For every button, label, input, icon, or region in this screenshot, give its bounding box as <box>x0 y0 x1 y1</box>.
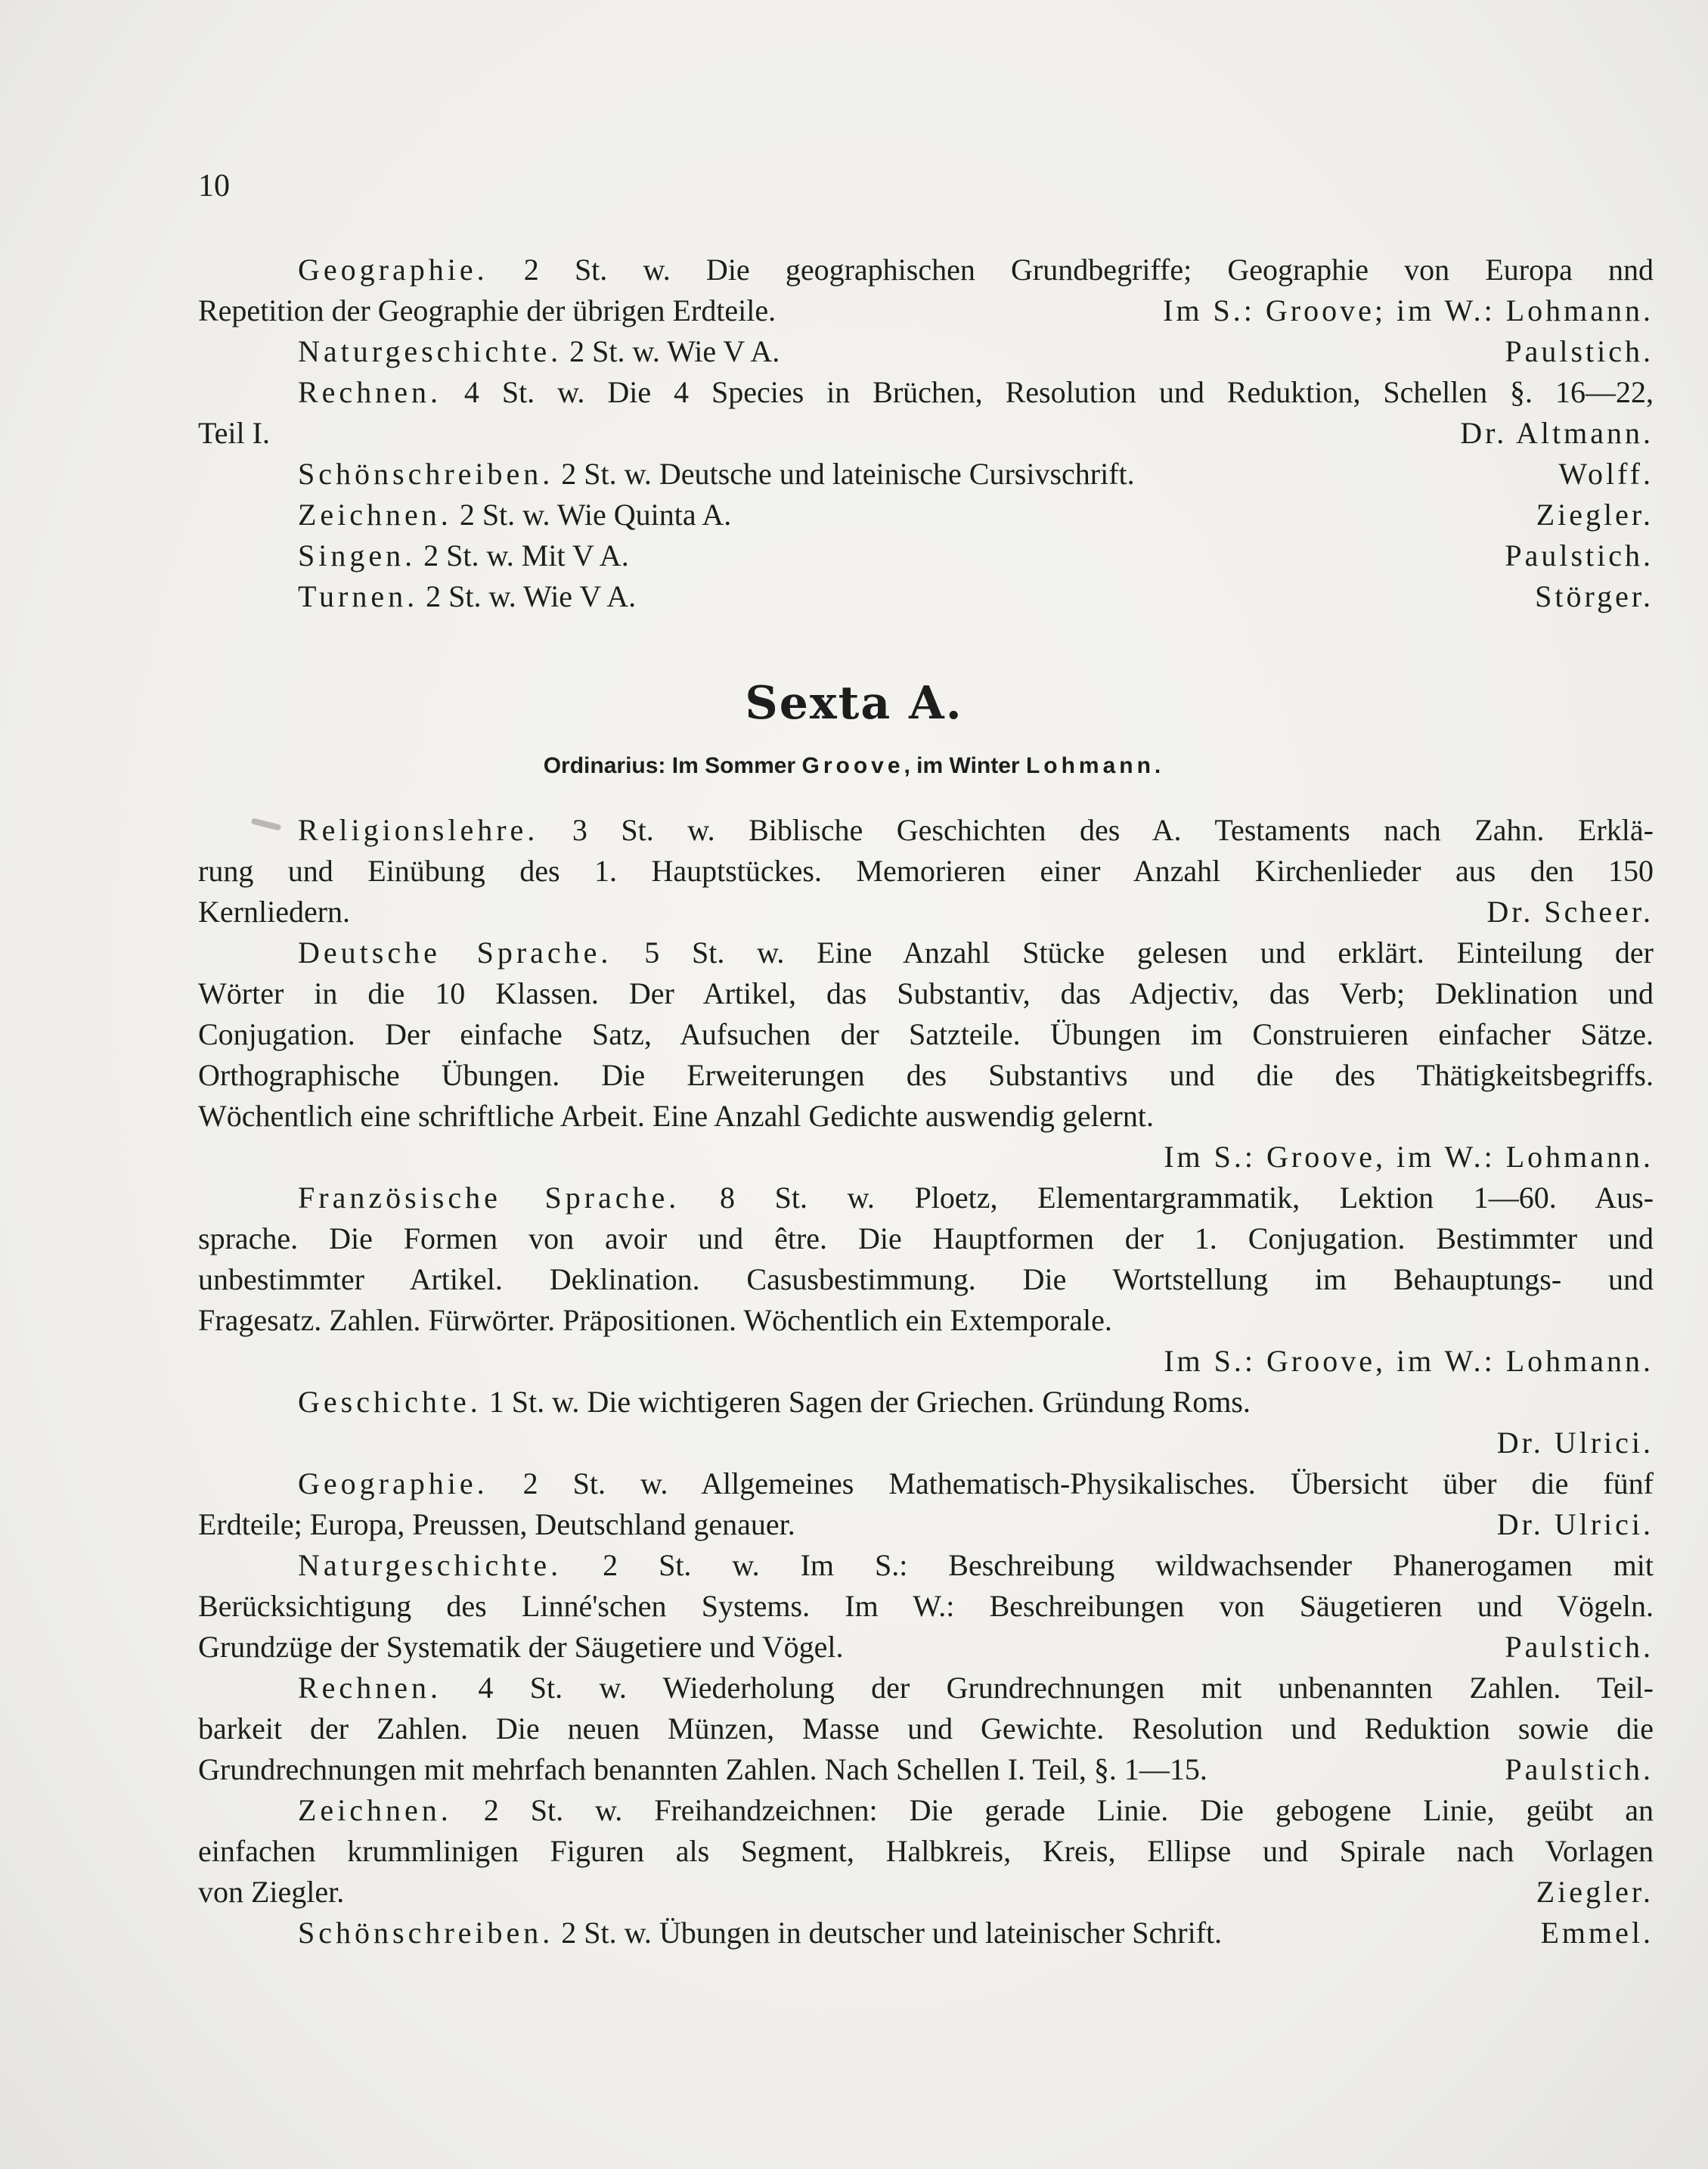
text-line: unbestimmter Artikel. Deklination. Casusbestimmung. Die Wortstellung im Behauptungs- und <box>198 1262 1654 1296</box>
text-line: Rechnen. 4 St. w. Die 4 Species in Brüchen, Resolution und Reduktion, Schellen §. 16—22, <box>298 375 1654 409</box>
section-heading: Sexta A. <box>745 677 963 730</box>
teacher-name: Dr. Ulrici. <box>1496 1426 1654 1460</box>
text-line <box>198 1341 1654 1382</box>
teacher-name: Emmel. <box>1540 1916 1654 1950</box>
text-line: Schönschreiben. 2 St. w. Deutsche und lateinische Cursivschrift. Wolff. <box>198 454 1654 495</box>
text-line: Schönschreiben. 2 St. w. Übungen in deutscher und lateinischer Schrift. Emmel. <box>198 1913 1654 1953</box>
teacher-name: Im S.: Groove; im W.: Lohmann. <box>1163 293 1654 327</box>
text-line: sprache. Die Formen von avoir und être. Die Hauptformen der 1. Conjugation. Bestimmter und <box>198 1221 1654 1255</box>
text-line: Naturgeschichte. 2 St. w. Im S.: Beschreibung wildwachsender Phanerogamen mit <box>298 1548 1654 1582</box>
top-section <box>198 250 1654 617</box>
sexta-section <box>198 810 1654 1953</box>
teacher-name: Paulstich. <box>1505 538 1654 573</box>
teacher-name: Ziegler. <box>1536 1875 1654 1909</box>
teacher-name: Im S.: Groove, im W.: Lohmann. <box>1164 1344 1654 1378</box>
text-line <box>198 1137 1654 1178</box>
subject-name: Zeichnen. <box>298 1793 452 1827</box>
teacher-name: Paulstich. <box>1505 334 1654 368</box>
text-line <box>198 1423 1654 1463</box>
subject-name: Zeichnen. <box>298 498 452 532</box>
subject-name: Singen. <box>298 538 417 573</box>
teacher-name: Störger. <box>1535 579 1654 613</box>
ordinarius-line: Ordinarius: Im Sommer Groove, im Winter Lohmann. <box>543 753 1165 778</box>
text-line: einfachen krummlinigen Figuren als Segment, Halbkreis, Kreis, Ellipse und Spirale nach Vorlagen <box>198 1834 1654 1868</box>
teacher-name: Dr. Ulrici. <box>1496 1507 1654 1541</box>
text-line: Grundzüge der Systematik der Säugetiere und Vögel. Paulstich. <box>198 1627 1654 1668</box>
text-line: Berücksichtigung des Linné'schen Systems. Im W.: Beschreibungen von Säugetieren und Vögeln. <box>198 1589 1654 1623</box>
text-line: Kernliedern. Dr. Scheer. <box>198 892 1654 932</box>
teacher-name: Dr. Altmann. <box>1460 416 1654 450</box>
text-line: Rechnen. 4 St. w. Wiederholung der Grundrechnungen mit unbenannten Zahlen. Teil- <box>298 1671 1654 1705</box>
text-line: Teil I. Dr. Altmann. <box>198 413 1654 454</box>
teacher-name: Paulstich. <box>1505 1630 1654 1664</box>
subject-name: Französische Sprache. <box>298 1181 680 1215</box>
text-line: rung und Einübung des 1. Hauptstückes. Memorieren einer Anzahl Kirchenlieder aus den 150 <box>198 854 1654 888</box>
subject-name: Deutsche Sprache. <box>298 936 612 970</box>
subject-name: Schönschreiben. <box>298 457 554 491</box>
teacher-name: Paulstich. <box>1505 1752 1654 1786</box>
text-line: Grundrechnungen mit mehrfach benannten Zahlen. Nach Schellen I. Teil, §. 1—15. Paulstich. <box>198 1749 1654 1790</box>
text-line: Conjugation. Der einfache Satz, Aufsuchen der Satzteile. Übungen im Construieren einfacher Sätze. <box>198 1017 1654 1051</box>
subject-name: Naturgeschichte. <box>298 334 563 368</box>
text-line: Zeichnen. 2 St. w. Freihandzeichnen: Die gerade Linie. Die gebogene Linie, geübt an <box>298 1793 1654 1827</box>
text-line: Fragesatz. Zahlen. Fürwörter. Präpositionen. Wöchentlich ein Extemporale. <box>198 1303 1112 1337</box>
teacher-name: Im S.: Groove, im W.: Lohmann. <box>1164 1140 1654 1174</box>
text-line: Singen. 2 St. w. Mit V A. Paulstich. <box>198 535 1654 576</box>
text-line: Repetition der Geographie der übrigen Erdteile. Im S.: Groove; im W.: Lohmann. <box>198 290 1654 331</box>
subject-name: Geographie. <box>298 1466 488 1500</box>
text-line: Geographie. 2 St. w. Allgemeines Mathematisch-Physikalisches. Übersicht über die fünf <box>298 1466 1654 1500</box>
subject-name: Naturgeschichte. <box>298 1548 563 1582</box>
teacher-name: Ziegler. <box>1536 498 1654 532</box>
text-line: Wörter in die 10 Klassen. Der Artikel, das Substantiv, das Adjectiv, das Verb; Deklination und <box>198 976 1654 1010</box>
text-line: Geschichte. 1 St. w. Die wichtigeren Sagen der Griechen. Gründung Roms. <box>298 1385 1251 1419</box>
text-line: Naturgeschichte. 2 St. w. Wie V A. Paulstich. <box>198 331 1654 372</box>
text-line: barkeit der Zahlen. Die neuen Münzen, Masse und Gewichte. Resolution und Reduktion sowie die <box>198 1711 1654 1745</box>
text-line: Turnen. 2 St. w. Wie V A. Störger. <box>198 576 1654 617</box>
text-line: Deutsche Sprache. 5 St. w. Eine Anzahl Stücke gelesen und erklärt. Einteilung der <box>298 936 1654 970</box>
teacher-name: Wolff. <box>1558 457 1654 491</box>
subject-name: Religionslehre. <box>298 813 539 847</box>
text-line: Erdteile; Europa, Preussen, Deutschland genauer. Dr. Ulrici. <box>198 1504 1654 1545</box>
text-line: Geographie. 2 St. w. Die geographischen Grundbegriffe; Geographie von Europa nnd <box>298 253 1654 287</box>
page-number: 10 <box>198 169 230 203</box>
text-line: Zeichnen. 2 St. w. Wie Quinta A. Ziegler. <box>198 495 1654 535</box>
subject-name: Geschichte. <box>298 1385 482 1419</box>
teacher-name: Dr. Scheer. <box>1486 895 1654 929</box>
subject-name: Rechnen. <box>298 375 442 409</box>
subject-name: Turnen. <box>298 579 419 613</box>
text-line: Orthographische Übungen. Die Erweiterungen des Substantivs und die des Thätigkeitsbegriffs. <box>198 1058 1654 1092</box>
text-line: von Ziegler. Ziegler. <box>198 1872 1654 1913</box>
subject-name: Rechnen. <box>298 1671 442 1705</box>
text-line: Religionslehre. 3 St. w. Biblische Geschichten des A. Testaments nach Zahn. Erklä- <box>298 813 1654 847</box>
text-line: Wöchentlich eine schriftliche Arbeit. Eine Anzahl Gedichte auswendig gelernt. <box>198 1099 1154 1133</box>
subject-name: Schönschreiben. <box>298 1916 554 1950</box>
subject-name: Geographie. <box>298 253 488 287</box>
text-line: Französische Sprache. 8 St. w. Ploetz, Elementargrammatik, Lektion 1—60. Aus- <box>298 1181 1654 1215</box>
